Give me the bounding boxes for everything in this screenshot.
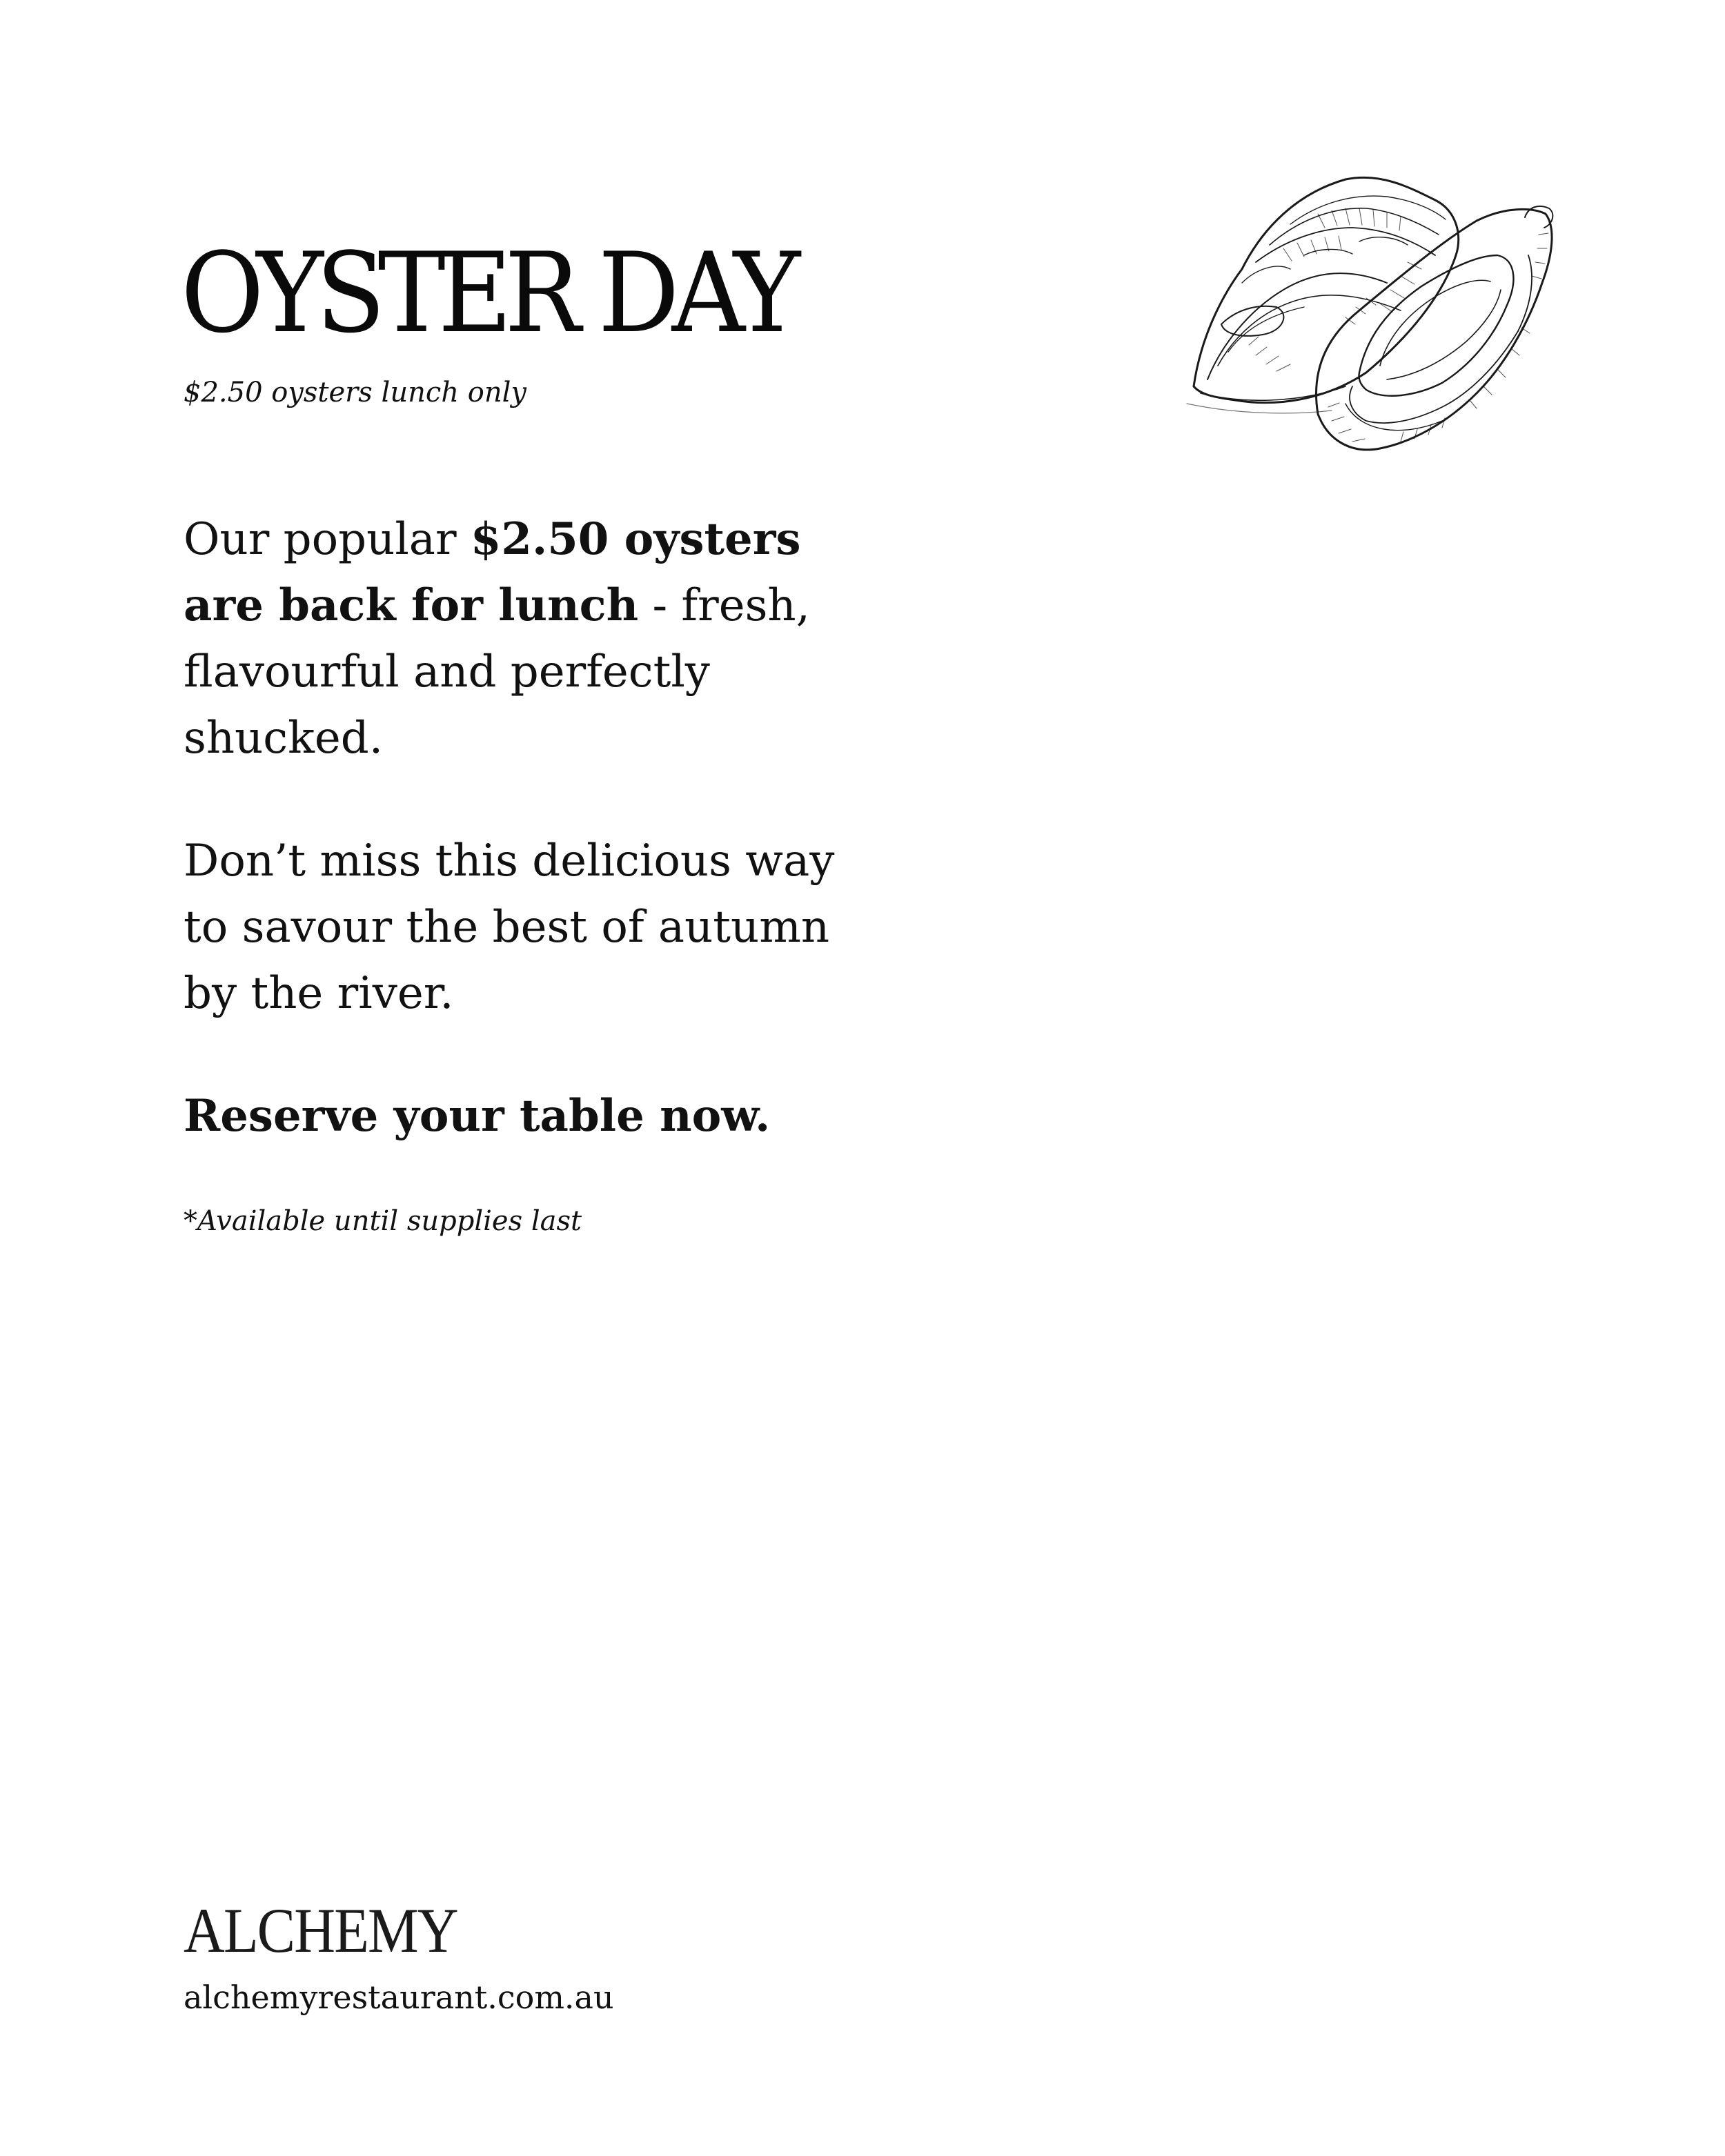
subtitle: $2.50 oysters lunch only bbox=[184, 377, 526, 408]
availability-note: *Available until supplies last bbox=[184, 1205, 582, 1237]
autumn-paragraph: Don’t miss this delicious way to savour the best of autumn by the river. bbox=[184, 835, 835, 1019]
intro-lead: Our popular bbox=[184, 514, 471, 565]
intro-tail: - fresh, flavourful and perfectly shucked. bbox=[184, 580, 810, 764]
intro-highlight: $2.50 oysters are back for lunch bbox=[184, 513, 801, 631]
website-link[interactable]: alchemyrestaurant.com.au bbox=[184, 1979, 614, 2016]
brand-logo: ALCHEMY bbox=[184, 1895, 457, 1966]
reserve-call-to-action: Reserve your table now. bbox=[184, 1090, 771, 1142]
page-title: OYSTER DAY bbox=[181, 228, 793, 357]
oyster-illustration-icon bbox=[1180, 166, 1566, 469]
intro-paragraph bbox=[184, 506, 887, 771]
